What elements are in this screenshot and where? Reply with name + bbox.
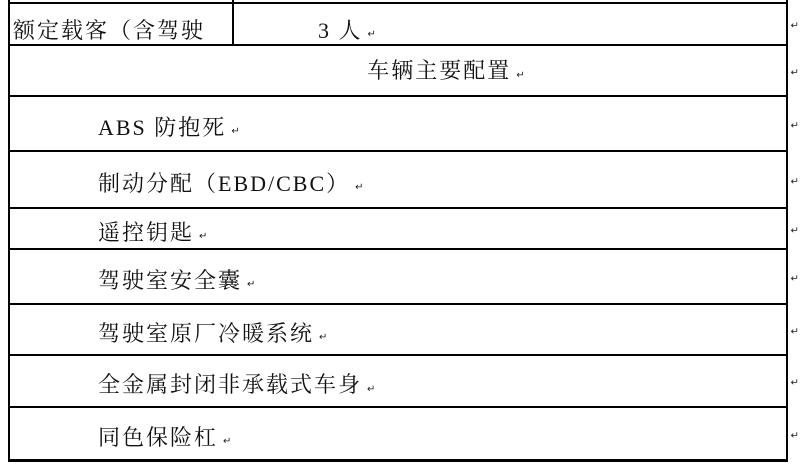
- section-header-title: 车辆主要配置: [367, 58, 512, 84]
- table-row-capacity: [10, 4, 799, 46]
- config-item-label: 驾驶室原厂冷暖系统: [98, 320, 315, 346]
- paragraph-end-icon: ↵: [247, 279, 256, 290]
- table-row-section-header: [10, 46, 799, 97]
- config-item-label: 同色保险杠: [98, 424, 219, 450]
- paragraph-end-icon: ↵: [231, 126, 240, 137]
- table-row-config-item: [10, 250, 799, 305]
- table-row-config-item: [10, 97, 799, 152]
- config-item-label: 遥控钥匙: [98, 219, 195, 245]
- config-item-label: 驾驶室安全囊: [98, 267, 243, 293]
- paragraph-end-icon: ↵: [367, 383, 376, 395]
- paragraph-end-icon: ↵: [516, 69, 525, 81]
- row-end-icon: ↵: [790, 273, 799, 284]
- row-end-icon: ↵: [790, 67, 799, 78]
- config-item-cell[interactable]: [10, 209, 786, 248]
- partial-cell-left: [10, 0, 234, 2]
- config-item-cell[interactable]: [10, 356, 786, 406]
- vehicle-spec-table: [8, 0, 799, 462]
- table-row-config-item: [10, 356, 799, 408]
- capacity-value: 3 人: [318, 17, 363, 43]
- section-header-cell[interactable]: [10, 46, 786, 95]
- row-end-icon: ↵: [790, 176, 799, 187]
- row-end-icon: ↵: [790, 377, 799, 389]
- capacity-label-cell[interactable]: [10, 4, 234, 44]
- row-end-icon: ↵: [790, 326, 799, 337]
- table-row-config-item: [10, 305, 799, 356]
- partial-cell-right: [234, 0, 786, 2]
- config-item-cell[interactable]: [10, 97, 786, 150]
- capacity-label: 额定载客（含驾驶: [13, 17, 206, 43]
- row-end-icon: ↵: [790, 430, 799, 441]
- config-item-label: ABS 防抱死: [98, 114, 227, 140]
- table-row-config-item: [10, 152, 799, 209]
- table-row-config-item: [10, 209, 799, 250]
- config-item-cell[interactable]: [10, 250, 786, 303]
- paragraph-end-icon: ↵: [367, 29, 376, 40]
- config-item-cell[interactable]: [10, 305, 786, 354]
- config-item-cell[interactable]: [10, 408, 786, 459]
- row-end-icon: ↵: [790, 20, 799, 32]
- table-row-config-item: [10, 408, 799, 462]
- paragraph-end-icon: ↵: [319, 332, 328, 343]
- paragraph-end-icon: ↵: [199, 231, 208, 242]
- paragraph-end-icon: ↵: [223, 436, 232, 447]
- row-end-icon: ↵: [790, 225, 799, 236]
- config-item-label: 全金属封闭非承载式车身: [98, 372, 363, 398]
- row-end-icon: ↵: [790, 120, 799, 131]
- paragraph-end-icon: ↵: [355, 182, 364, 193]
- config-item-label: 制动分配（EBD/CBC）: [98, 170, 351, 196]
- capacity-value-cell[interactable]: [234, 4, 786, 44]
- config-item-cell[interactable]: [10, 152, 786, 207]
